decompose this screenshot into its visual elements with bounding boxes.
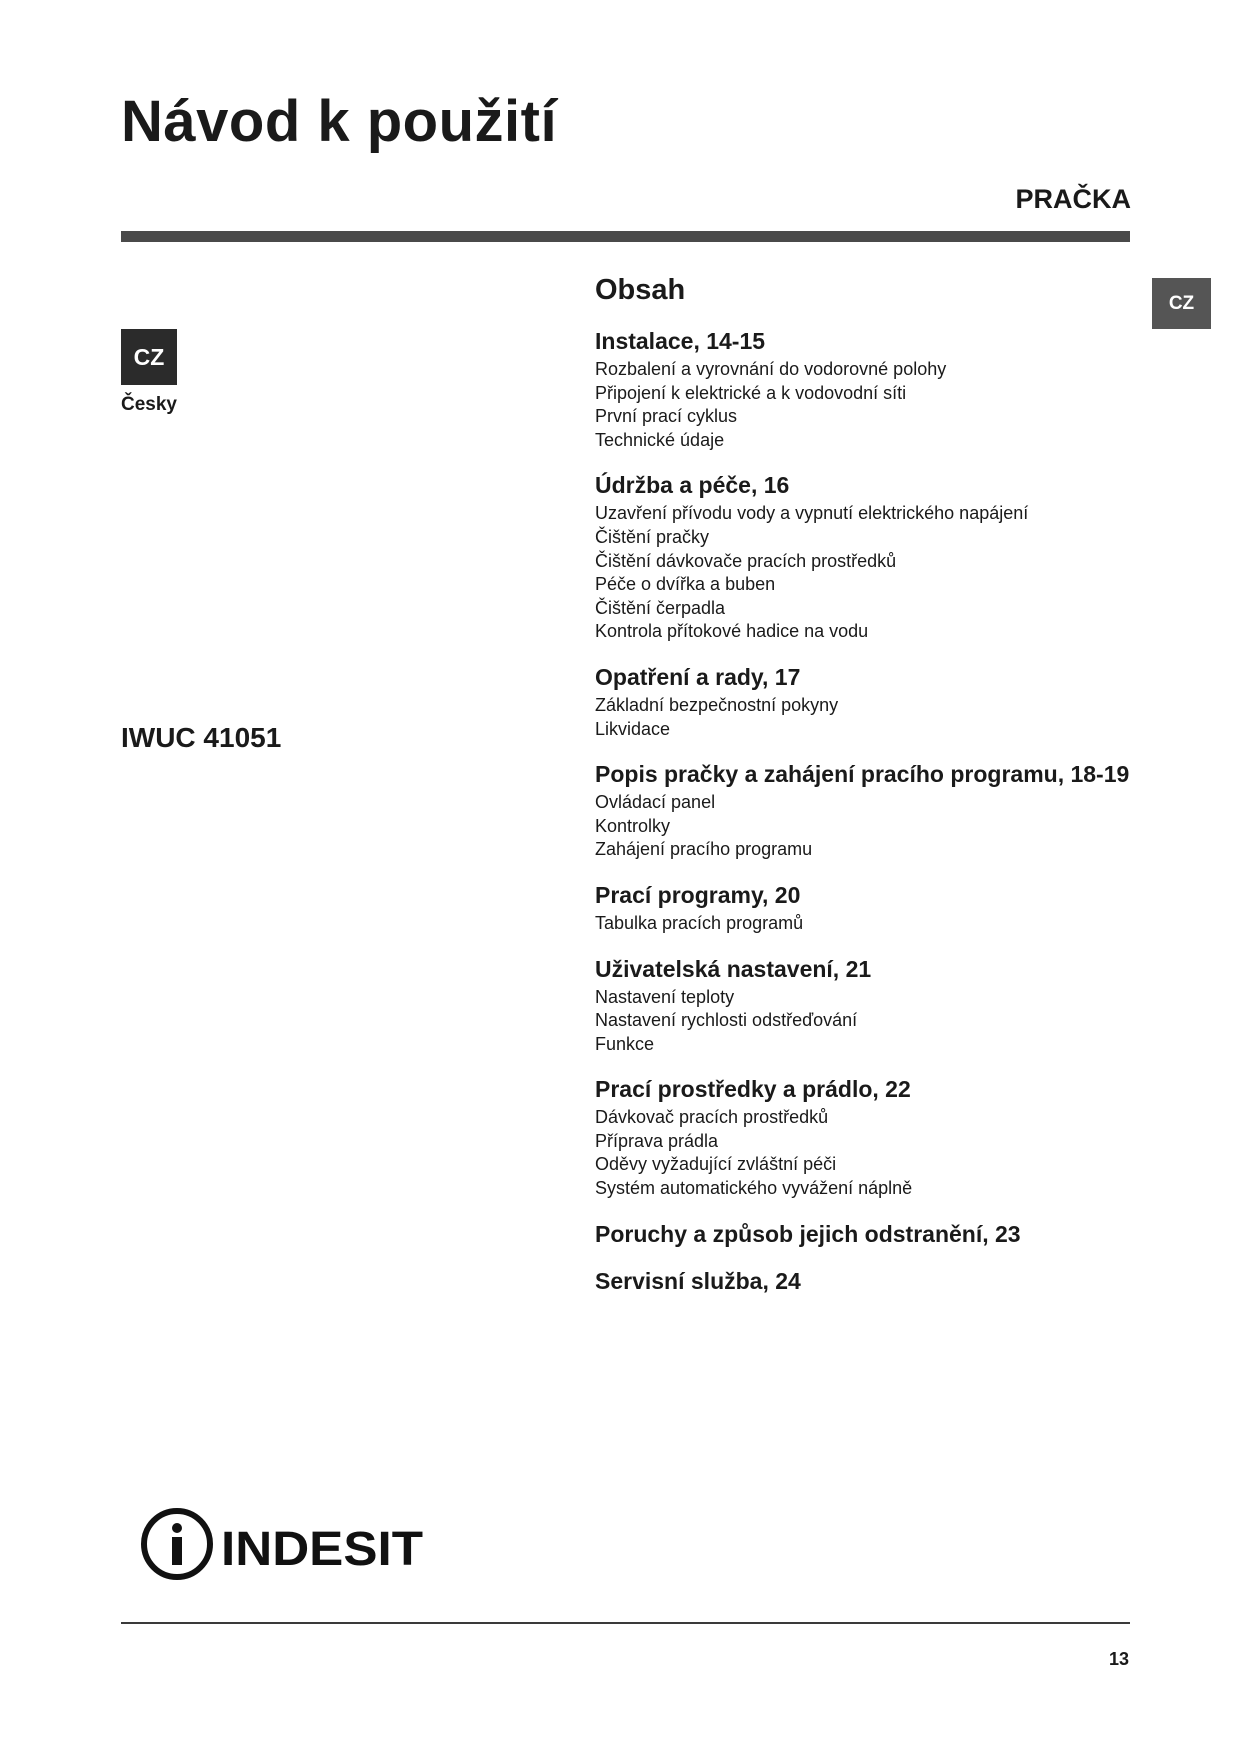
toc-item-list [595,358,1155,452]
toc-section [595,328,1155,452]
toc-section-heading: Instalace, 14-15 [595,328,766,354]
toc-item: Čištění čerpadla [595,597,726,618]
toc-section-heading: Opatření a rady, 17 [595,663,801,690]
toc-item: Systém automatického vyvážení náplně [595,1178,913,1199]
toc-section [595,1076,1155,1200]
toc-item-list [595,791,1155,862]
toc-section-heading: Uživatelská nastavení, 21 [595,955,872,982]
toc-item: Nastavení rychlosti odstřeďování [595,1010,858,1031]
toc-item: Kontrola přítokové hadice na vodu [595,621,869,642]
toc-item: Ovládací panel [595,792,716,813]
product-type: PRAČKA [1015,184,1131,214]
table-of-contents [595,272,1155,1315]
page-title: Návod k použití [121,89,558,154]
toc-sections [595,328,1155,1295]
toc-item: Nastavení teploty [595,986,735,1007]
toc-item-list [595,502,1155,644]
toc-item: Připojení k elektrické a k vodovodní síti [595,382,907,403]
toc-section [595,472,1155,644]
toc-item: Dávkovač pracích prostředků [595,1107,829,1128]
toc-item: Péče o dvířka a buben [595,574,776,595]
language-edge-tab: CZ [1152,278,1211,329]
toc-section-heading: Servisní služba, 24 [595,1267,801,1294]
toc-item: Funkce [595,1033,655,1054]
toc-item: Technické údaje [595,429,725,450]
toc-item-list [595,912,1155,936]
toc-section-heading: Popis pračky a zahájení pracího programu, 18-19 [595,761,1130,788]
toc-section-heading: Poruchy a způsob jejich odstranění, 23 [595,1220,1021,1247]
toc-item: Základní bezpečnostní pokyny [595,694,839,715]
indesit-logo [139,1506,429,1582]
page-number: 13 [1108,1649,1129,1669]
toc-section-heading: Prací programy, 20 [595,881,801,908]
toc-section [595,664,1155,741]
toc-section [595,956,1155,1057]
top-divider [121,231,1130,242]
toc-item-list [595,1106,1155,1200]
toc-section [595,882,1155,936]
language-badge: CZ [121,329,177,385]
toc-section-heading: Údržba a péče, 16 [595,472,790,499]
bottom-divider [121,1622,1130,1624]
indesit-i-circle-icon [144,1511,210,1577]
toc-section [595,1221,1155,1248]
toc-section [595,1268,1155,1295]
toc-item: Rozbalení a vyrovnání do vodorovné polohy [595,359,947,379]
toc-section [595,761,1155,862]
toc-item: Zahájení pracího programu [595,839,813,860]
toc-item: První prací cyklus [595,406,738,427]
toc-item: Příprava prádla [595,1130,719,1151]
toc-item: Tabulka pracích programů [595,912,804,933]
toc-item: Uzavření přívodu vody a vypnutí elektrického napájení [595,503,1029,524]
toc-item: Oděvy vyžadující zvláštní péči [595,1154,837,1175]
toc-item-list [595,694,1155,741]
language-name: Česky [121,394,177,415]
toc-item: Kontrolky [595,815,671,836]
toc-item: Čištění pračky [595,526,710,547]
toc-title: Obsah [595,274,686,306]
toc-item: Čištění dávkovače pracích prostředků [595,550,897,571]
toc-item-list [595,986,1155,1057]
toc-item: Likvidace [595,718,671,739]
model-number: IWUC 41051 [121,722,282,753]
toc-section-heading: Prací prostředky a prádlo, 22 [595,1076,911,1103]
logo-text: INDESIT [221,1523,423,1576]
